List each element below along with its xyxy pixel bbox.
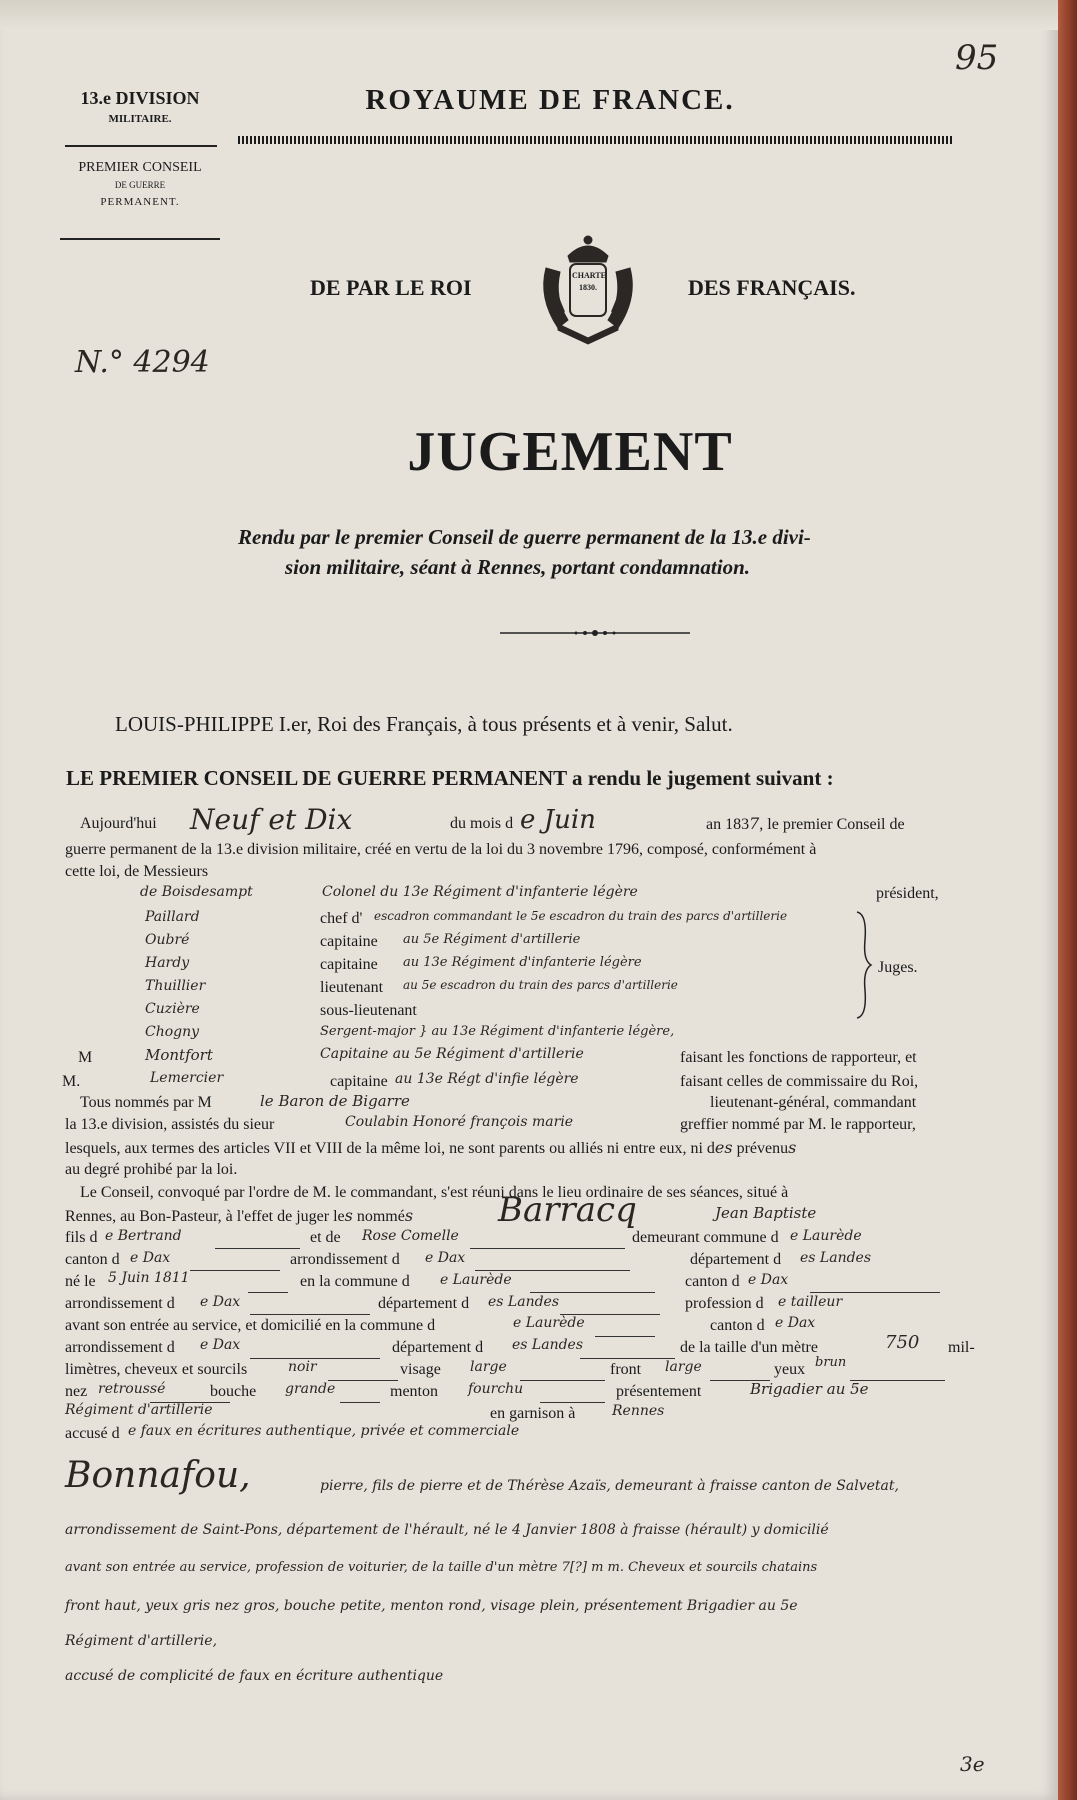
bouche-fill-line bbox=[340, 1384, 380, 1403]
member-rank: chef d' bbox=[320, 910, 363, 927]
royal-right: DES FRANÇAIS. bbox=[688, 275, 856, 300]
nomme-text: nommé bbox=[356, 1208, 405, 1225]
accuse-hw: e faux en écritures authentique, privée et commerciale bbox=[128, 1423, 520, 1439]
degre-line: au degré prohibé par la loi. bbox=[65, 1161, 238, 1178]
member-rank-hw: au 13e Régiment d'infanterie légère bbox=[403, 955, 642, 970]
case-number: N.° 4294 bbox=[75, 345, 210, 380]
second-line-2: arrondissement de Saint-Pons, département de l'hérault, né le 4 Janvier 1808 à fraisse (hérault) y domicilié bbox=[65, 1522, 829, 1538]
visage-label: visage bbox=[400, 1361, 441, 1378]
header-wavy-rule bbox=[238, 136, 954, 144]
front-fill-line bbox=[710, 1362, 770, 1381]
present-hw: Brigadier au 5e bbox=[750, 1380, 869, 1398]
an-label bbox=[706, 814, 905, 835]
conseil-label: PREMIER CONSEIL bbox=[78, 160, 202, 175]
permanent-label: PERMANENT. bbox=[100, 196, 180, 208]
member-rank-hw: au 5e escadron du train des parcs d'artillerie bbox=[403, 978, 678, 992]
subtitle-line-1: Rendu par le premier Conseil de guerre permanent de la 13.e divi- bbox=[238, 525, 811, 549]
menton-hw: fourchu bbox=[468, 1381, 524, 1397]
et-de-label: et de bbox=[310, 1229, 341, 1246]
seal-text: CHARTE 1830. bbox=[572, 271, 606, 292]
bouche-label: bouche bbox=[210, 1383, 257, 1400]
regiment-hw: Régiment d'artillerie bbox=[65, 1402, 213, 1418]
mil-label: mil- bbox=[948, 1339, 975, 1356]
canton2-hw: e Dax bbox=[748, 1272, 789, 1288]
dep2-hw: es Landes bbox=[488, 1294, 560, 1310]
canton2-label: canton d bbox=[685, 1273, 740, 1290]
commune-hw: e Laurède bbox=[790, 1228, 862, 1244]
arr2-hw: e Dax bbox=[200, 1294, 241, 1310]
second-line-5: Régiment d'artillerie, bbox=[65, 1633, 218, 1649]
greffier-role: greffier nommé par M. le rapporteur, bbox=[680, 1116, 916, 1133]
commune2-label: en la commune d bbox=[300, 1273, 410, 1290]
ne-le-label: né le bbox=[65, 1273, 96, 1290]
member-rank-hw: Colonel du 13e Régiment d'infanterie légère bbox=[322, 884, 638, 900]
taille-hw: 750 bbox=[885, 1332, 920, 1353]
garnison-label: en garnison à bbox=[490, 1405, 576, 1422]
de-guerre-label: DE GUERRE bbox=[114, 180, 166, 190]
commissaire-rank: capitaine bbox=[330, 1073, 388, 1090]
nomme-hw: s bbox=[404, 1206, 414, 1225]
canton-hw: e Dax bbox=[130, 1250, 171, 1266]
front-hw: large bbox=[665, 1359, 702, 1375]
dep3-label: département d bbox=[392, 1339, 484, 1356]
member-name: Paillard bbox=[145, 909, 200, 925]
member-rank: capitaine bbox=[320, 956, 378, 973]
member-rank-hw: Sergent-major } au 13e Régiment d'infanterie légère, bbox=[320, 1024, 675, 1039]
book-edge bbox=[1058, 0, 1077, 1800]
division-header bbox=[55, 88, 225, 125]
lesquels-text: lesquels, aux termes des articles VII et VIII de la même loi, ne sont parents ou alliés ni entre eux, ni d bbox=[65, 1140, 715, 1157]
limetres-label: limètres, cheveux et sourcils bbox=[65, 1361, 248, 1378]
accuse-label: accusé d bbox=[65, 1425, 120, 1442]
member-name: Cuzière bbox=[145, 1001, 200, 1017]
departement-label: département d bbox=[690, 1251, 782, 1268]
commissaire-name: Lemercier bbox=[150, 1070, 224, 1086]
fils-label: fils d bbox=[65, 1229, 98, 1246]
arrondissement-label: arrondissement d bbox=[290, 1251, 400, 1268]
accused-first-name: Jean Baptiste bbox=[715, 1204, 817, 1222]
conseil-line: Le Conseil, convoqué par l'ordre de M. le commandant, s'est réuni dans le lieu ordinaire de ses séances, situé à bbox=[80, 1184, 789, 1201]
lesquels-hw: es bbox=[714, 1138, 733, 1157]
mother-fill-line bbox=[470, 1230, 625, 1249]
intro-line-2: guerre permanent de la 13.e division militaire, créé en vertu de la loi du 3 novembre 1796, composé, conformément à bbox=[65, 841, 817, 858]
accused-name: Barracq bbox=[498, 1190, 637, 1230]
nommes-line: Tous nommés par M bbox=[80, 1094, 212, 1111]
yeux-fill-line bbox=[850, 1362, 945, 1381]
conseil-header bbox=[55, 160, 225, 208]
rapporteur-name: Montfort bbox=[145, 1046, 213, 1064]
cheveux-fill-line bbox=[328, 1362, 398, 1381]
demeurant-label: demeurant commune d bbox=[632, 1229, 779, 1246]
du-mois-label: du mois d bbox=[450, 815, 514, 832]
division-label: 13.e DIVISION bbox=[80, 88, 200, 108]
father-fill-line bbox=[215, 1230, 300, 1249]
year-digit: 7 bbox=[749, 814, 760, 833]
page-mark: 3e bbox=[960, 1752, 985, 1776]
member-name: de Boisdesampt bbox=[140, 884, 253, 900]
dom-fill-line bbox=[595, 1318, 655, 1337]
document-title: JUGEMENT bbox=[407, 421, 733, 483]
intro-rest: , le premier Conseil de bbox=[759, 816, 905, 833]
member-name: Oubré bbox=[145, 932, 190, 948]
page-top-shade bbox=[0, 0, 1058, 30]
bouche-hw: grande bbox=[285, 1381, 336, 1397]
taille-label: de la taille d'un mètre bbox=[680, 1339, 818, 1356]
dep3-hw: es Landes bbox=[512, 1337, 584, 1353]
member-rank-hw: au 5e Régiment d'artillerie bbox=[403, 932, 581, 947]
second-accused-name: Bonnafou, bbox=[65, 1455, 251, 1496]
subtitle-line-2: sion militaire, séant à Rennes, portant condamnation. bbox=[285, 555, 751, 579]
birth-fill-line bbox=[248, 1274, 288, 1293]
garnison-hw: Rennes bbox=[612, 1403, 665, 1419]
lesquels-line bbox=[65, 1138, 796, 1159]
front-label: front bbox=[610, 1361, 642, 1378]
commissaire-role: faisant celles de commissaire du Roi, bbox=[680, 1073, 919, 1090]
visage-fill-line bbox=[520, 1362, 605, 1381]
arr3-fill-line bbox=[250, 1340, 380, 1359]
member-rank: capitaine bbox=[320, 933, 378, 950]
arr3-label: arrondissement d bbox=[65, 1339, 175, 1356]
division-assist: la 13.e division, assistés du sieur bbox=[65, 1116, 275, 1133]
member-name: Chogny bbox=[145, 1024, 200, 1040]
dep2-label: département d bbox=[378, 1295, 470, 1312]
intro-day: Neuf et Dix bbox=[190, 803, 353, 836]
yeux-hw: brun bbox=[815, 1355, 847, 1370]
an-text: an 183 bbox=[706, 816, 750, 833]
second-line-6: accusé de complicité de faux en écriture authentique bbox=[65, 1668, 444, 1684]
arr-fill-line bbox=[475, 1252, 630, 1271]
intro-line-1 bbox=[80, 814, 157, 834]
second-line-1: pierre, fils de pierre et de Thérèse Azaïs, demeurant à fraisse canton de Salvetat, bbox=[320, 1478, 899, 1494]
arr3-hw: e Dax bbox=[200, 1337, 241, 1353]
canton-fill-line bbox=[190, 1252, 280, 1271]
canton-label: canton d bbox=[65, 1251, 120, 1268]
general-name: le Baron de Bigarre bbox=[260, 1092, 410, 1110]
commissaire-rank-hw: au 13e Régt d'infie légère bbox=[395, 1071, 579, 1087]
visage-hw: large bbox=[470, 1359, 507, 1375]
dom-hw: e Laurède bbox=[513, 1315, 585, 1331]
father-name: e Bertrand bbox=[105, 1228, 182, 1244]
canton2-fill-line bbox=[810, 1274, 940, 1293]
rennes-hw: s bbox=[344, 1206, 353, 1225]
birth-hw: 5 Juin 1811 bbox=[108, 1270, 190, 1286]
rennes-line bbox=[65, 1206, 413, 1227]
main-header: ROYAUME DE FRANCE. bbox=[365, 84, 735, 116]
canton3-label: canton d bbox=[710, 1317, 765, 1334]
prevenu-text: prévenu bbox=[736, 1140, 789, 1157]
canton3-hw: e Dax bbox=[775, 1315, 816, 1331]
header-rule-1 bbox=[65, 145, 217, 147]
menton-fill-line bbox=[540, 1384, 605, 1403]
intro-month: e Juin bbox=[520, 805, 596, 835]
presentement-label: présentement bbox=[616, 1383, 702, 1400]
member-name: Thuillier bbox=[145, 978, 206, 994]
menton-label: menton bbox=[390, 1383, 438, 1400]
member-rank-hw: escadron commandant le 5e escadron du train des parcs d'artillerie bbox=[374, 909, 788, 923]
arr2-label: arrondissement d bbox=[65, 1295, 175, 1312]
royal-left: DE PAR LE ROI bbox=[310, 275, 472, 300]
ornament-divider bbox=[500, 624, 690, 632]
aujourdhui-label: Aujourd'hui bbox=[80, 815, 157, 832]
yeux-label: yeux bbox=[774, 1361, 806, 1378]
juges-bracket bbox=[855, 910, 875, 1020]
member-rank: lieutenant bbox=[320, 979, 384, 996]
rennes-text: Rennes, au Bon-Pasteur, à l'effet de juger le bbox=[65, 1208, 345, 1225]
council-line: LE PREMIER CONSEIL DE GUERRE PERMANENT a rendu le jugement suivant : bbox=[66, 766, 834, 790]
profession-label: profession d bbox=[685, 1295, 764, 1312]
rapporteur-rank: Capitaine au 5e Régiment d'artillerie bbox=[320, 1046, 584, 1062]
corner-mark: 95 bbox=[955, 38, 999, 78]
arr2-fill-line bbox=[250, 1296, 370, 1315]
president-label: président, bbox=[876, 885, 939, 902]
king-line: LOUIS-PHILIPPE I.er, Roi des Français, à tous présents et à venir, Salut. bbox=[115, 712, 733, 736]
intro-line-3: cette loi, de Messieurs bbox=[65, 863, 209, 880]
commune2-fill-line bbox=[530, 1274, 655, 1293]
royal-seal bbox=[528, 228, 648, 346]
militaire-label: MILITAIRE. bbox=[108, 113, 172, 125]
cheveux-hw: noir bbox=[288, 1359, 317, 1375]
dep-hw: es Landes bbox=[800, 1250, 872, 1266]
header-rule-2 bbox=[60, 238, 220, 240]
rapporteur-role: faisant les fonctions de rapporteur, et bbox=[680, 1049, 917, 1066]
second-line-4: front haut, yeux gris nez gros, bouche petite, menton rond, visage plein, présentement Brigadier au 5e bbox=[65, 1598, 798, 1614]
member-name: Hardy bbox=[145, 955, 190, 971]
juges-label: Juges. bbox=[878, 959, 918, 976]
commune2-hw: e Laurède bbox=[440, 1272, 512, 1288]
lieutenant-general: lieutenant-général, commandant bbox=[710, 1094, 917, 1111]
rapporteur-m: M bbox=[78, 1049, 93, 1066]
mother-name: Rose Comelle bbox=[362, 1228, 459, 1244]
avant-line: avant son entrée au service, et domicilié en la commune d bbox=[65, 1317, 436, 1334]
profession-hw: e tailleur bbox=[778, 1294, 843, 1310]
greffier-name: Coulabin Honoré françois marie bbox=[345, 1114, 574, 1130]
dep3-fill-line bbox=[580, 1340, 675, 1359]
commissaire-m: M. bbox=[62, 1073, 81, 1090]
second-line-3: avant son entrée au service, profession de voiturier, de la taille d'un mètre 7[?] m m. Cheveux et sourcils chatains bbox=[65, 1560, 818, 1575]
nez-hw: retroussé bbox=[98, 1381, 166, 1397]
arr-hw: e Dax bbox=[425, 1250, 466, 1266]
nez-label: nez bbox=[65, 1383, 88, 1400]
dep2-fill-line bbox=[560, 1296, 660, 1315]
prevenu-hw: s bbox=[788, 1138, 797, 1157]
member-rank: sous-lieutenant bbox=[320, 1002, 417, 1019]
